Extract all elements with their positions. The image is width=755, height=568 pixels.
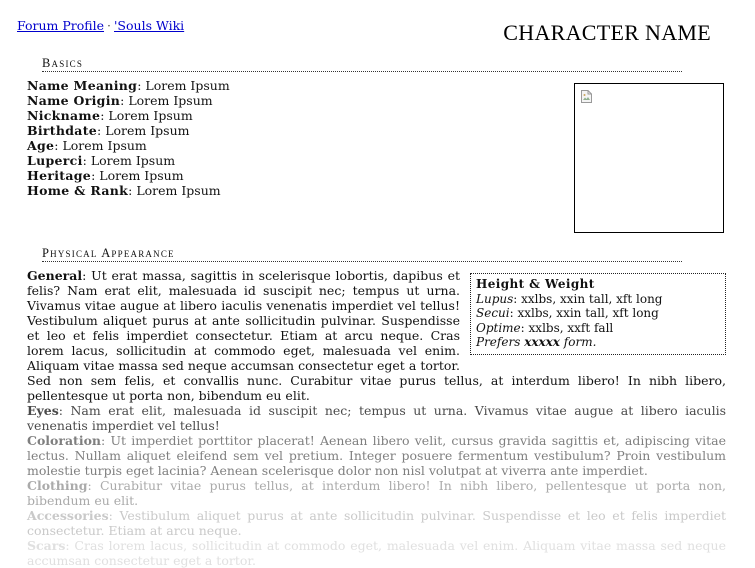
paragraph-eyes: Eyes: Nam erat elit, malesuada id suscipit nec; tempus ut urna. Vivamus vitae augue at libero iaculis venenatis imperdiet vel tellus! [27,403,726,433]
paragraph-label: Eyes [27,403,59,418]
paragraph-text: Curabitur vitae purus tellus, at interdum libero! In nibh libero, pellentesque ut porta non, bibendum eu elit. [27,478,727,508]
field-label: Heritage [27,168,92,183]
hw-row-secui: Secui: xxlbs, xxin tall, xft long [476,306,659,320]
physical-appearance-body [27,268,726,568]
field-value: Lorem Ipsum [136,183,221,198]
paragraph-label: Accessories [27,508,109,523]
height-weight-title: Height & Weight [476,277,595,291]
paragraph-label: Scars [27,538,66,553]
field-value: Lorem Ipsum [145,78,230,93]
field-label: Home & Rank [27,183,129,198]
top-links [17,18,184,33]
forum-profile-link[interactable]: Forum Profile [17,18,105,33]
field-label: Nickname [27,108,101,123]
basics-row: Name Origin: Lorem Ipsum [27,93,213,108]
paragraph-text: Cras lorem lacus, sollicitudin at commodo eget, malesuada vel enim. Aliquam vitae massa sed neque accumsan consectetur eget a tortor. [27,538,727,568]
field-label: Age [27,138,55,153]
field-value: Lorem Ipsum [105,123,190,138]
basics-row: Luperci: Lorem Ipsum [27,153,176,168]
paragraph-clothing: Clothing: Curabitur vitae purus tellus, at interdum libero! In nibh libero, pellentesque ut porta non, bibendum eu elit. [27,478,727,508]
field-label: Name Origin [27,93,121,108]
basics-row: Age: Lorem Ipsum [27,138,147,153]
paragraph-label: Clothing [27,478,88,493]
hw-prefers [476,335,720,350]
paragraph-text: Vestibulum aliquet purus at ante sollicitudin pulvinar. Suspendisse et leo et felis imperdiet consectetur. Etiam at arcu neque. [27,508,727,538]
form-measure: xxlbs, xxft fall [528,320,614,335]
paragraph-coloration: Coloration: Ut imperdiet porttitor placerat! Aenean libero velit, cursus gravida sagittis et, adipiscing vitae lectus. Nullam aliquet eleifend sem vel pretium. Integer posuere fermentum vestibulum? Proin vestibulum molestie turpis eget lacinia? Aenean scelerisque dolor non nisl volutpat at viverra ante imperdiet. [27,433,727,478]
preferred-form: xxxxx [524,335,560,349]
form-name: Lupus [476,291,514,306]
height-weight-box [470,273,726,355]
hw-row-lupus: Lupus: xxlbs, xxin tall, xft long [476,291,663,306]
basics-row: Birthdate: Lorem Ipsum [27,123,190,138]
form-name: Optime [476,320,521,335]
souls-wiki-link[interactable]: 'Souls Wiki [114,18,185,33]
paragraph-text: Ut erat massa, sagittis in scelerisque lobortis, dapibus et felis? Nam erat elit, malesuada id suscipit nec; tempus ut urna. Vivamus vitae augue at libero iaculis venenatis imperdiet vel tellus! Vestibulum aliquet purus at ante sollicitudin pulvinar. Suspendisse et leo et felis imperdiet consectetur. Etiam at arcu neque. Cras lorem lacus, sollicitudin at commodo eget, malesuada vel enim. Aliquam vitae massa sed neque accumsan consectetur eget a tortor. Sed non sem felis, et convallis nunc. Curabitur vitae purus tellus, at interdum libero! In nibh libero, pellentesque ut porta non, bibendum eu elit. [27,268,726,403]
basics-row: Home & Rank: Lorem Ipsum [27,183,221,198]
basics-row: Name Meaning: Lorem Ipsum [27,78,230,93]
hw-row-optime: Optime: xxlbs, xxft fall [476,320,614,335]
paragraph-label: General [27,268,83,283]
field-value: Lorem Ipsum [90,153,176,168]
field-value: Lorem Ipsum [108,108,193,123]
field-label: Birthdate [27,123,98,138]
basics-row: Nickname: Lorem Ipsum [27,108,193,123]
prefers-prefix: Prefers [476,335,521,349]
character-portrait [574,83,724,233]
physical-appearance-heading: Physical Appearance [42,246,682,262]
field-value: Lorem Ipsum [99,168,184,183]
basics-heading: Basics [42,56,682,72]
basics-row: Heritage: Lorem Ipsum [27,168,184,183]
form-measure: xxlbs, xxin tall, xft long [517,306,659,320]
paragraph-text: Nam erat elit, malesuada id suscipit nec; tempus ut urna. Vivamus vitae augue at libero iaculis venenatis imperdiet vel tellus! [27,403,726,433]
field-label: Name Meaning [27,78,138,93]
basics-list [27,78,230,198]
paragraph-accessories: Accessories: Vestibulum aliquet purus at ante sollicitudin pulvinar. Suspendisse et leo et felis imperdiet consectetur. Etiam at arcu neque. [27,508,727,538]
form-name: Secui [476,306,510,320]
broken-image-icon [581,90,592,103]
field-value: Lorem Ipsum [62,138,147,153]
field-value: Lorem Ipsum [128,93,213,108]
character-name-title: CHARACTER NAME [503,20,711,45]
field-label: Luperci [27,153,83,168]
form-measure: xxlbs, xxin tall, xft long [521,291,663,306]
paragraph-text: Ut imperdiet porttitor placerat! Aenean libero velit, cursus gravida sagittis et, adipiscing vitae lectus. Nullam aliquet eleifend sem vel pretium. Integer posuere fermentum vestibulum? Proin vestibulum molestie turpis eget lacinia? Aenean scelerisque dolor non nisl volutpat at viverra ante imperdiet. [27,433,727,478]
link-separator: · [107,18,111,33]
paragraph-scars: Scars: Cras lorem lacus, sollicitudin at commodo eget, malesuada vel enim. Aliquam vitae massa sed neque accumsan consectetur eget a tortor. [27,538,727,568]
paragraph-general: General: Ut erat massa, sagittis in scelerisque lobortis, dapibus et felis? Nam erat elit, malesuada id suscipit nec; tempus ut urna. Vivamus vitae augue at libero iaculis venenatis imperdiet vel tellus! Vestibulum aliquet purus at ante sollicitudin pulvinar. Suspendisse et leo et felis imperdiet consectetur. Etiam at arcu neque. Cras lorem lacus, sollicitudin at commodo eget, malesuada vel enim. Aliquam vitae massa sed neque accumsan consectetur eget a tortor. Sed non sem felis, et convallis nunc. Curabitur vitae purus tellus, at interdum libero! In nibh libero, pellentesque ut porta non, bibendum eu elit. [27,268,726,403]
prefers-suffix: form. [563,335,597,349]
paragraph-label: Coloration [27,433,102,448]
